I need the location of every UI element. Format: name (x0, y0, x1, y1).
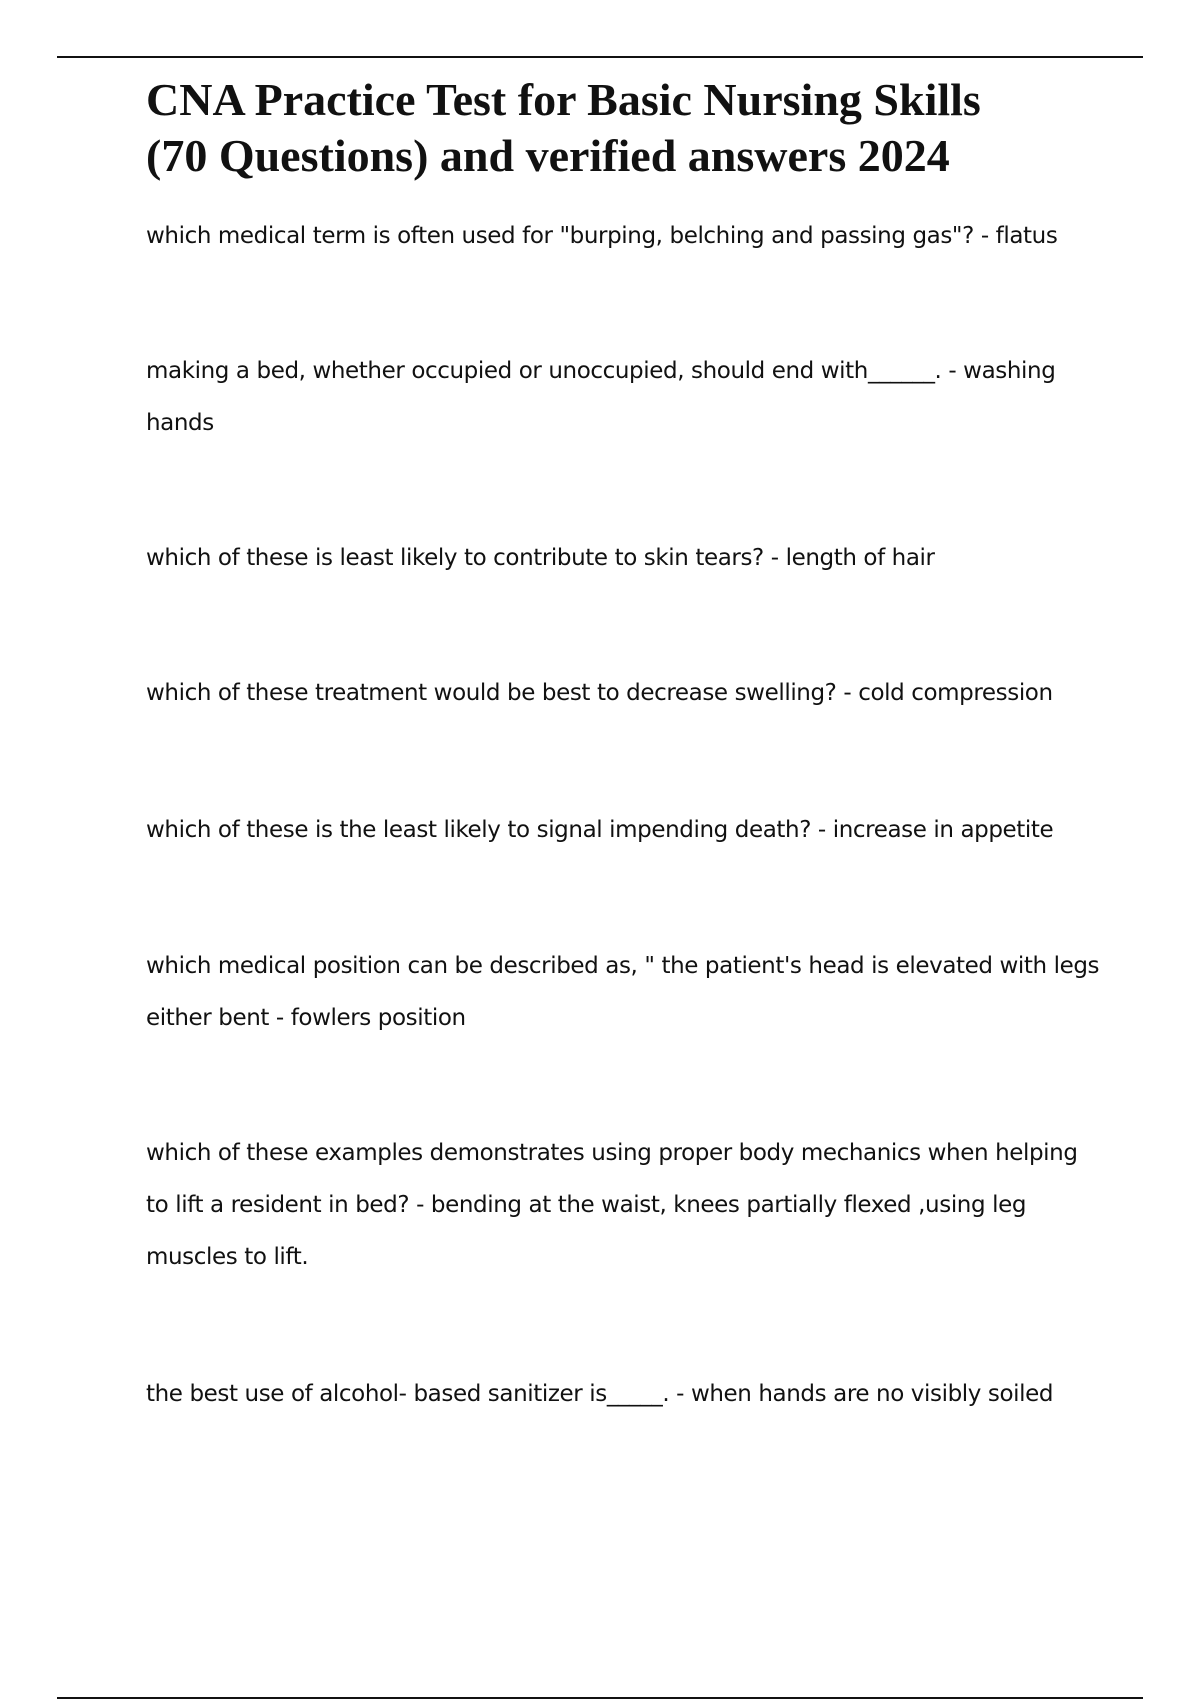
page-content (146, 72, 1106, 1407)
question-item-5: which of these is the least likely to signal impending death? - increase in appetite (146, 817, 1054, 843)
question-item-7: which of these examples demonstrates using proper body mechanics when helping to lift a resident in bed? - bending at the waist, knees partially flexed ,using leg muscles to lift. (146, 1140, 1078, 1270)
question-item-3: which of these is least likely to contribute to skin tears? - length of hair (146, 545, 935, 571)
question-item-2: making a bed, whether occupied or unoccupied, should end with______. - washing hands (146, 358, 1056, 436)
question-item-6: which medical position can be described as, " the patient's head is elevated with legs either bent - fowlers position (146, 953, 1100, 1031)
question-item-4: which of these treatment would be best to decrease swelling? - cold compression (146, 680, 1053, 706)
question-item-1: which medical term is often used for "burping, belching and passing gas"? - flatus (146, 223, 1058, 249)
document-title (146, 72, 1106, 184)
top-rule (57, 56, 1143, 58)
title-line-1: CNA Practice Test for Basic Nursing Skills (146, 74, 981, 125)
question-item-8: the best use of alcohol- based sanitizer is_____. - when hands are no visibly soiled (146, 1381, 1054, 1407)
bottom-rule (57, 1697, 1143, 1699)
title-line-2: (70 Questions) and verified answers 2024 (146, 130, 950, 181)
